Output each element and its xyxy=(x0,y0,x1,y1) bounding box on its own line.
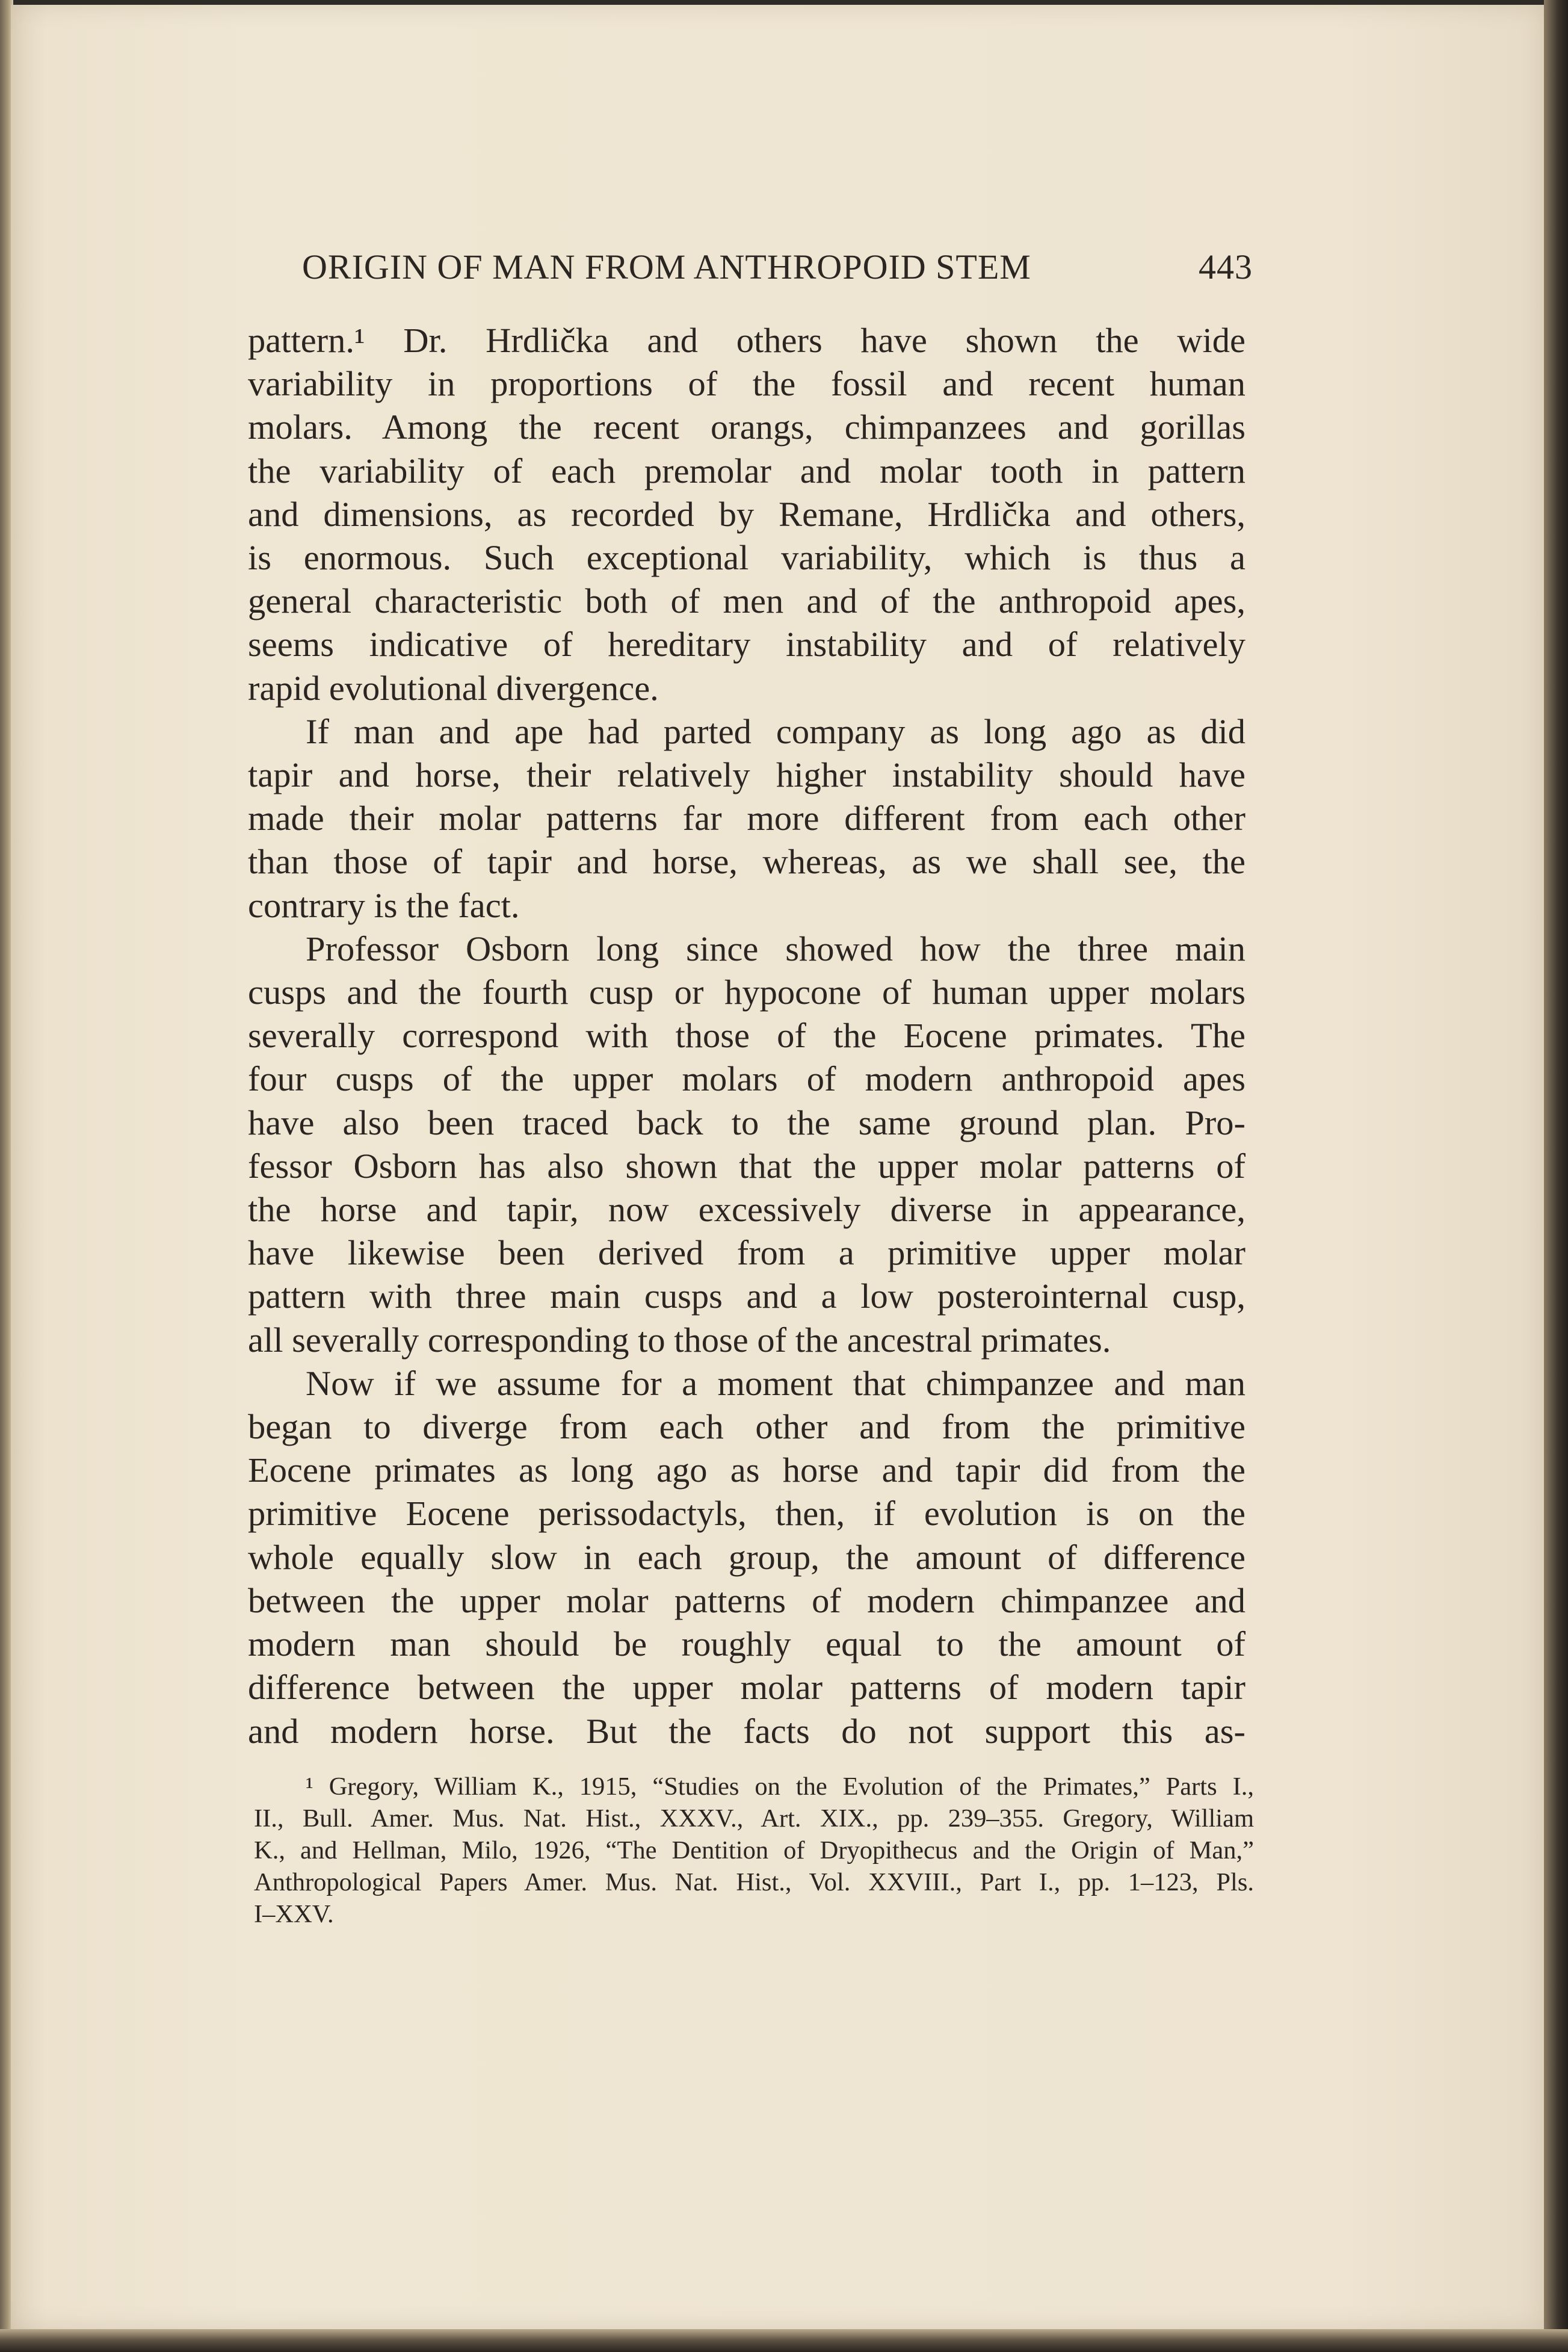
footnote-line: ¹ Gregory, William K., 1915, “Studies on the Evolution of the Primates,” Parts I., xyxy=(306,1772,1254,1801)
text-line: cusps and the fourth cusp or hypocone of human upper molars xyxy=(248,973,1245,1012)
text-line: the horse and tapir, now excessively diverse in appearance, xyxy=(248,1190,1245,1230)
book-edge-bottom xyxy=(0,2329,1568,2352)
text-line: difference between the upper molar patterns of modern tapir xyxy=(248,1668,1245,1707)
footnote-line: II., Bull. Amer. Mus. Nat. Hist., XXXV., Art. XIX., pp. 239–355. Gregory, William xyxy=(254,1804,1254,1833)
footnotes xyxy=(254,1771,1254,1930)
text-line: general characteristic both of men and of the anthropoid apes, xyxy=(248,581,1245,621)
text-line: modern man should be roughly equal to the amount of xyxy=(248,1624,1245,1664)
text-line: molars. Among the recent orangs, chimpanzees and gorillas xyxy=(248,407,1245,447)
text-line: began to diverge from each other and from the primitive xyxy=(248,1407,1245,1447)
text-line: rapid evolutional divergence. xyxy=(248,668,659,708)
text-line: fessor Osborn has also shown that the upper molar patterns of xyxy=(248,1146,1245,1186)
text-line: and modern horse. But the facts do not support this as- xyxy=(248,1711,1245,1751)
text-line: If man and ape had parted company as long ago as did xyxy=(306,711,1245,751)
text-line: Now if we assume for a moment that chimpanzee and man xyxy=(306,1363,1245,1403)
text-line: all severally corresponding to those of the ancestral primates. xyxy=(248,1320,1111,1360)
text-line: severally correspond with those of the Eocene primates. The xyxy=(248,1016,1245,1056)
running-head xyxy=(302,247,1253,307)
footnote-line: I–XXV. xyxy=(254,1900,334,1928)
text-line: Eocene primates as long ago as horse and tapir did from the xyxy=(248,1450,1245,1490)
text-line: have also been traced back to the same ground plan. Pro- xyxy=(248,1103,1245,1142)
text-line: four cusps of the upper molars of modern anthropoid apes xyxy=(248,1059,1245,1099)
text-line: primitive Eocene perissodactyls, then, if evolution is on the xyxy=(248,1494,1245,1533)
text-line: tapir and horse, their relatively higher instability should have xyxy=(248,755,1245,795)
text-line: made their molar patterns far more different from each other xyxy=(248,799,1245,838)
text-line: Professor Osborn long since showed how the three main xyxy=(306,929,1245,968)
text-line: seems indicative of hereditary instability and of relatively xyxy=(248,625,1245,664)
running-head-title: ORIGIN OF MAN FROM ANTHROPOID STEM xyxy=(302,247,1031,286)
text-line: have likewise been derived from a primitive upper molar xyxy=(248,1233,1245,1273)
footnote-line: Anthropological Papers Amer. Mus. Nat. Hist., Vol. XXVIII., Part I., pp. 1–123, Pls. xyxy=(254,1868,1254,1896)
text-line: variability in proportions of the fossil and recent human xyxy=(248,364,1245,404)
body-text xyxy=(248,319,1245,1753)
text-line: is enormous. Such exceptional variability, which is thus a xyxy=(248,538,1245,578)
text-line: contrary is the fact. xyxy=(248,885,520,925)
text-line: the variability of each premolar and molar tooth in pattern xyxy=(248,451,1245,491)
text-line: between the upper molar patterns of modern chimpanzee and xyxy=(248,1580,1245,1620)
text-line: than those of tapir and horse, whereas, as we shall see, the xyxy=(248,842,1245,882)
book-edge-right xyxy=(1544,0,1568,2352)
footnote-line: K., and Hellman, Milo, 1926, “The Dentition of Dryopithecus and the Origin of Man,” xyxy=(254,1836,1254,1865)
text-line: pattern with three main cusps and a low posterointernal cusp, xyxy=(248,1277,1245,1316)
text-line: whole equally slow in each group, the amount of difference xyxy=(248,1537,1245,1577)
text-line: and dimensions, as recorded by Remane, Hrdlička and others, xyxy=(248,494,1245,534)
page-number: 443 xyxy=(1199,247,1253,286)
text-line: pattern.¹ Dr. Hrdlička and others have shown the wide xyxy=(248,321,1245,360)
